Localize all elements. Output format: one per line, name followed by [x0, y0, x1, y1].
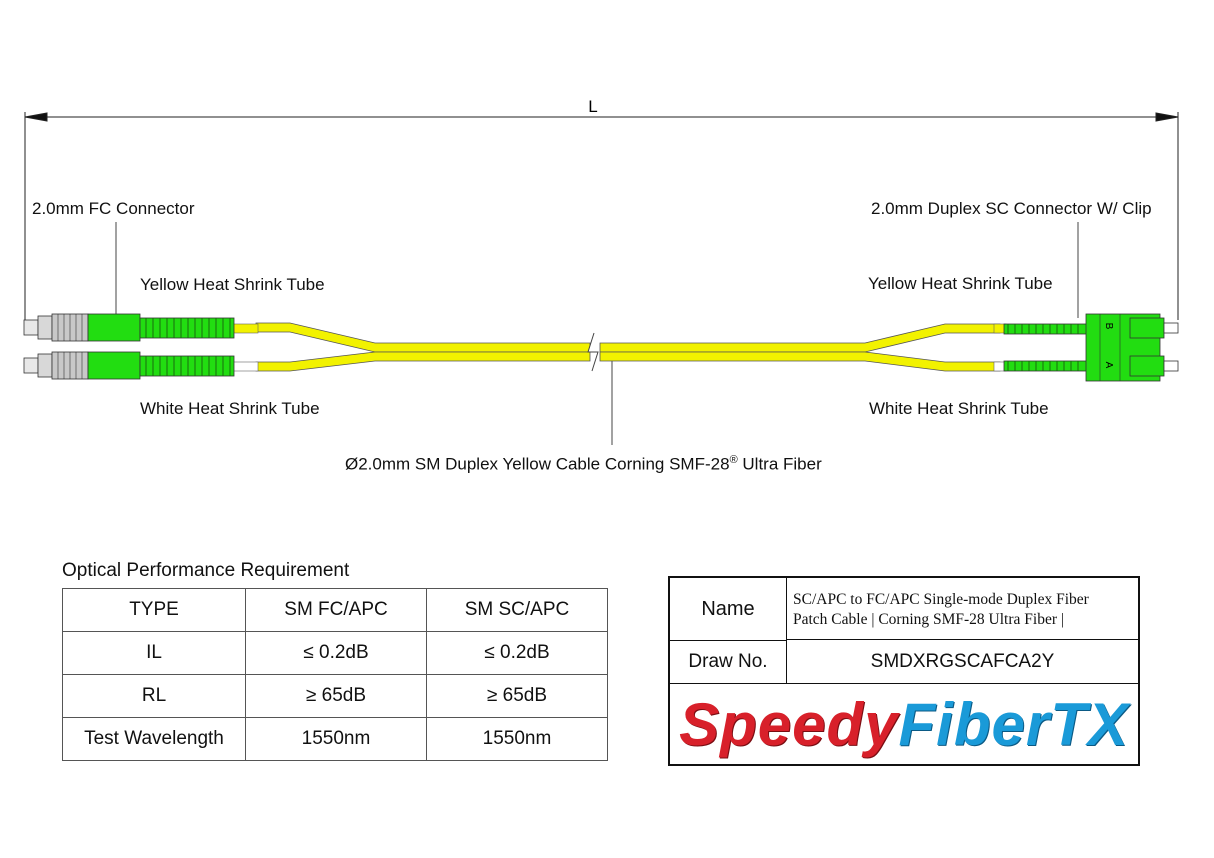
name-label: Name: [670, 578, 787, 641]
port-b-label: B: [1103, 322, 1114, 330]
sc-duplex-connector: [1004, 314, 1178, 381]
header-cell: SM SC/APC: [427, 589, 608, 632]
table-row: [63, 675, 608, 718]
white-shrink-left-label: White Heat Shrink Tube: [140, 399, 320, 418]
length-label: L: [588, 97, 598, 116]
table-cell: ≤ 0.2dB: [427, 632, 608, 675]
name-line-1: SC/APC to FC/APC Single-mode Duplex Fiber: [793, 591, 1089, 608]
cable-label-text: Ø2.0mm SM Duplex Yellow Cable Corning SMF-28: [345, 454, 730, 474]
table-header-row: [63, 589, 608, 632]
logo-part-speedy: Speedy: [679, 690, 899, 758]
name-value: [787, 578, 1138, 640]
yellow-heat-shrink-left: [232, 324, 258, 333]
table-row: [63, 718, 608, 761]
cable-label-tail: Ultra Fiber: [737, 454, 822, 474]
table-cell: RL: [63, 675, 246, 718]
performance-table: [62, 588, 608, 761]
yellow-shrink-right-label: Yellow Heat Shrink Tube: [868, 274, 1053, 293]
table-row: [63, 632, 608, 675]
sc-connector-label: 2.0mm Duplex SC Connector W/ Clip: [871, 199, 1152, 218]
table-cell: ≤ 0.2dB: [246, 632, 427, 675]
speedyfibertx-logo: [670, 684, 1138, 764]
cable-break-mark: [588, 333, 598, 371]
title-block: [668, 576, 1140, 766]
draw-no-value: SMDXRGSCAFCA2Y: [787, 641, 1138, 684]
logo-part-fibertx: FiberTX: [898, 690, 1129, 758]
draw-no-label: Draw No.: [670, 641, 787, 684]
table-cell: Test Wavelength: [63, 718, 246, 761]
duplex-cable: [256, 323, 1000, 371]
registered-mark: ®: [729, 454, 738, 466]
table-cell: 1550nm: [427, 718, 608, 761]
table-cell: ≥ 65dB: [427, 675, 608, 718]
table-cell: 1550nm: [246, 718, 427, 761]
port-a-label: A: [1103, 361, 1114, 369]
cable-label: [345, 450, 822, 475]
header-cell: TYPE: [63, 589, 246, 632]
white-heat-shrink-left: [232, 362, 258, 371]
yellow-shrink-left-label: Yellow Heat Shrink Tube: [140, 275, 325, 294]
performance-title: Optical Performance Requirement: [62, 560, 350, 581]
header-cell: SM FC/APC: [246, 589, 427, 632]
fc-connector-label: 2.0mm FC Connector: [32, 199, 195, 218]
table-cell: ≥ 65dB: [246, 675, 427, 718]
name-line-2: Patch Cable | Corning SMF-28 Ultra Fiber |: [793, 611, 1064, 628]
table-cell: IL: [63, 632, 246, 675]
white-shrink-right-label: White Heat Shrink Tube: [869, 399, 1049, 418]
